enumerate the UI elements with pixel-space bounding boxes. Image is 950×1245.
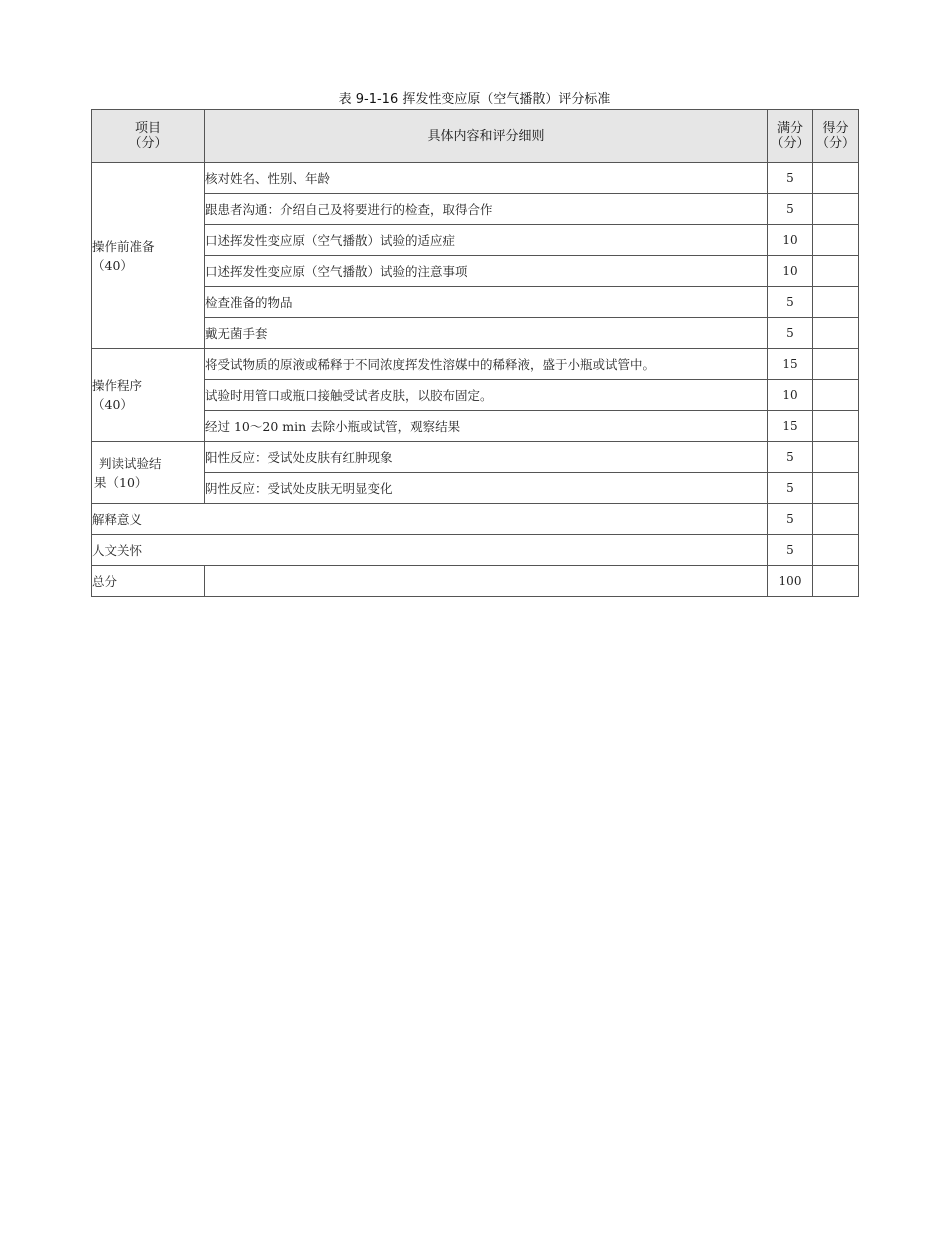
section-label-line2: （40） bbox=[92, 397, 133, 412]
full-score-cell: 10 bbox=[768, 225, 813, 256]
obtained-score-cell[interactable] bbox=[813, 225, 859, 256]
table-row bbox=[92, 318, 859, 349]
header-got-line2: （分） bbox=[815, 136, 855, 151]
table-row bbox=[92, 194, 859, 225]
obtained-score-cell[interactable] bbox=[813, 349, 859, 380]
full-score-cell: 10 bbox=[768, 256, 813, 287]
header-full-score bbox=[768, 110, 813, 163]
table-caption: 表 9-1-16 挥发性变应原（空气播散）评分标准 bbox=[338, 92, 611, 107]
full-score-cell: 5 bbox=[768, 504, 813, 535]
explain-meaning-label: 解释意义 bbox=[92, 504, 768, 535]
obtained-score-cell[interactable] bbox=[813, 318, 859, 349]
full-score-cell: 5 bbox=[768, 442, 813, 473]
criterion-text: 将受试物质的原液或稀释于不同浓度挥发性溶媒中的稀释液，盛于小瓶或试管中。 bbox=[205, 349, 768, 380]
criterion-text: 经过 10～20 min 去除小瓶或试管，观察结果 bbox=[205, 411, 768, 442]
full-score-cell: 15 bbox=[768, 349, 813, 380]
section-label-line1: 操作前准备 bbox=[92, 238, 155, 254]
obtained-score-cell[interactable] bbox=[813, 411, 859, 442]
header-item-line1: 项目 bbox=[134, 121, 161, 136]
obtained-score-cell[interactable] bbox=[813, 473, 859, 504]
table-row bbox=[92, 411, 859, 442]
obtained-score-cell[interactable] bbox=[813, 194, 859, 225]
criterion-text: 跟患者沟通：介绍自己及将要进行的检查，取得合作 bbox=[205, 194, 768, 225]
total-full-score: 100 bbox=[768, 566, 813, 597]
table-row bbox=[92, 473, 859, 504]
table-row bbox=[92, 256, 859, 287]
obtained-score-cell[interactable] bbox=[813, 504, 859, 535]
full-score-cell: 15 bbox=[768, 411, 813, 442]
full-score-cell: 5 bbox=[768, 473, 813, 504]
section-label-interpretation bbox=[92, 442, 205, 504]
header-content: 具体内容和评分细则 bbox=[205, 110, 768, 163]
full-score-cell: 5 bbox=[768, 535, 813, 566]
criterion-text: 戴无菌手套 bbox=[205, 318, 768, 349]
criterion-text: 阴性反应：受试处皮肤无明显变化 bbox=[205, 473, 768, 504]
total-obtained-score-cell[interactable] bbox=[813, 566, 859, 597]
obtained-score-cell[interactable] bbox=[813, 535, 859, 566]
criterion-text: 口述挥发性变应原（空气播散）试验的适应症 bbox=[205, 225, 768, 256]
section-label-line2: （40） bbox=[92, 257, 133, 273]
table-row-total bbox=[92, 566, 859, 597]
table-row bbox=[92, 442, 859, 473]
obtained-score-cell[interactable] bbox=[813, 287, 859, 318]
header-item bbox=[92, 110, 205, 163]
full-score-cell: 10 bbox=[768, 380, 813, 411]
obtained-score-cell[interactable] bbox=[813, 442, 859, 473]
table-row bbox=[92, 225, 859, 256]
criterion-text: 核对姓名、性别、年龄 bbox=[205, 163, 768, 194]
total-label: 总分 bbox=[92, 566, 205, 597]
criterion-text: 口述挥发性变应原（空气播散）试验的注意事项 bbox=[205, 256, 768, 287]
header-obtained-score bbox=[813, 110, 859, 163]
header-full-line2: （分） bbox=[770, 136, 810, 151]
full-score-cell: 5 bbox=[768, 194, 813, 225]
full-score-cell: 5 bbox=[768, 287, 813, 318]
section-label-line1: 操作程序 bbox=[92, 378, 143, 393]
criterion-text: 检查准备的物品 bbox=[205, 287, 768, 318]
header-full-line1: 满分 bbox=[776, 121, 803, 136]
criterion-text: 阳性反应：受试处皮肤有红肿现象 bbox=[205, 442, 768, 473]
scoring-table bbox=[91, 109, 859, 597]
table-row bbox=[92, 535, 859, 566]
table-row bbox=[92, 380, 859, 411]
header-item-line2: （分） bbox=[128, 136, 168, 151]
table-row bbox=[92, 163, 859, 194]
table-row bbox=[92, 349, 859, 380]
header-row bbox=[92, 110, 859, 163]
section-label-preparation bbox=[92, 163, 205, 349]
table-row bbox=[92, 287, 859, 318]
section-label-procedure bbox=[92, 349, 205, 442]
obtained-score-cell[interactable] bbox=[813, 256, 859, 287]
criterion-text: 试验时用管口或瓶口接触受试者皮肤，以胶布固定。 bbox=[205, 380, 768, 411]
full-score-cell: 5 bbox=[768, 318, 813, 349]
table-row bbox=[92, 504, 859, 535]
obtained-score-cell[interactable] bbox=[813, 380, 859, 411]
header-got-line1: 得分 bbox=[822, 121, 849, 136]
humanistic-care-label: 人文关怀 bbox=[92, 535, 768, 566]
full-score-cell: 5 bbox=[768, 163, 813, 194]
section-label-line2: 果（10） bbox=[94, 474, 148, 490]
section-label-line1: 判读试验结 bbox=[99, 455, 162, 471]
total-content-cell bbox=[205, 566, 768, 597]
obtained-score-cell[interactable] bbox=[813, 163, 859, 194]
